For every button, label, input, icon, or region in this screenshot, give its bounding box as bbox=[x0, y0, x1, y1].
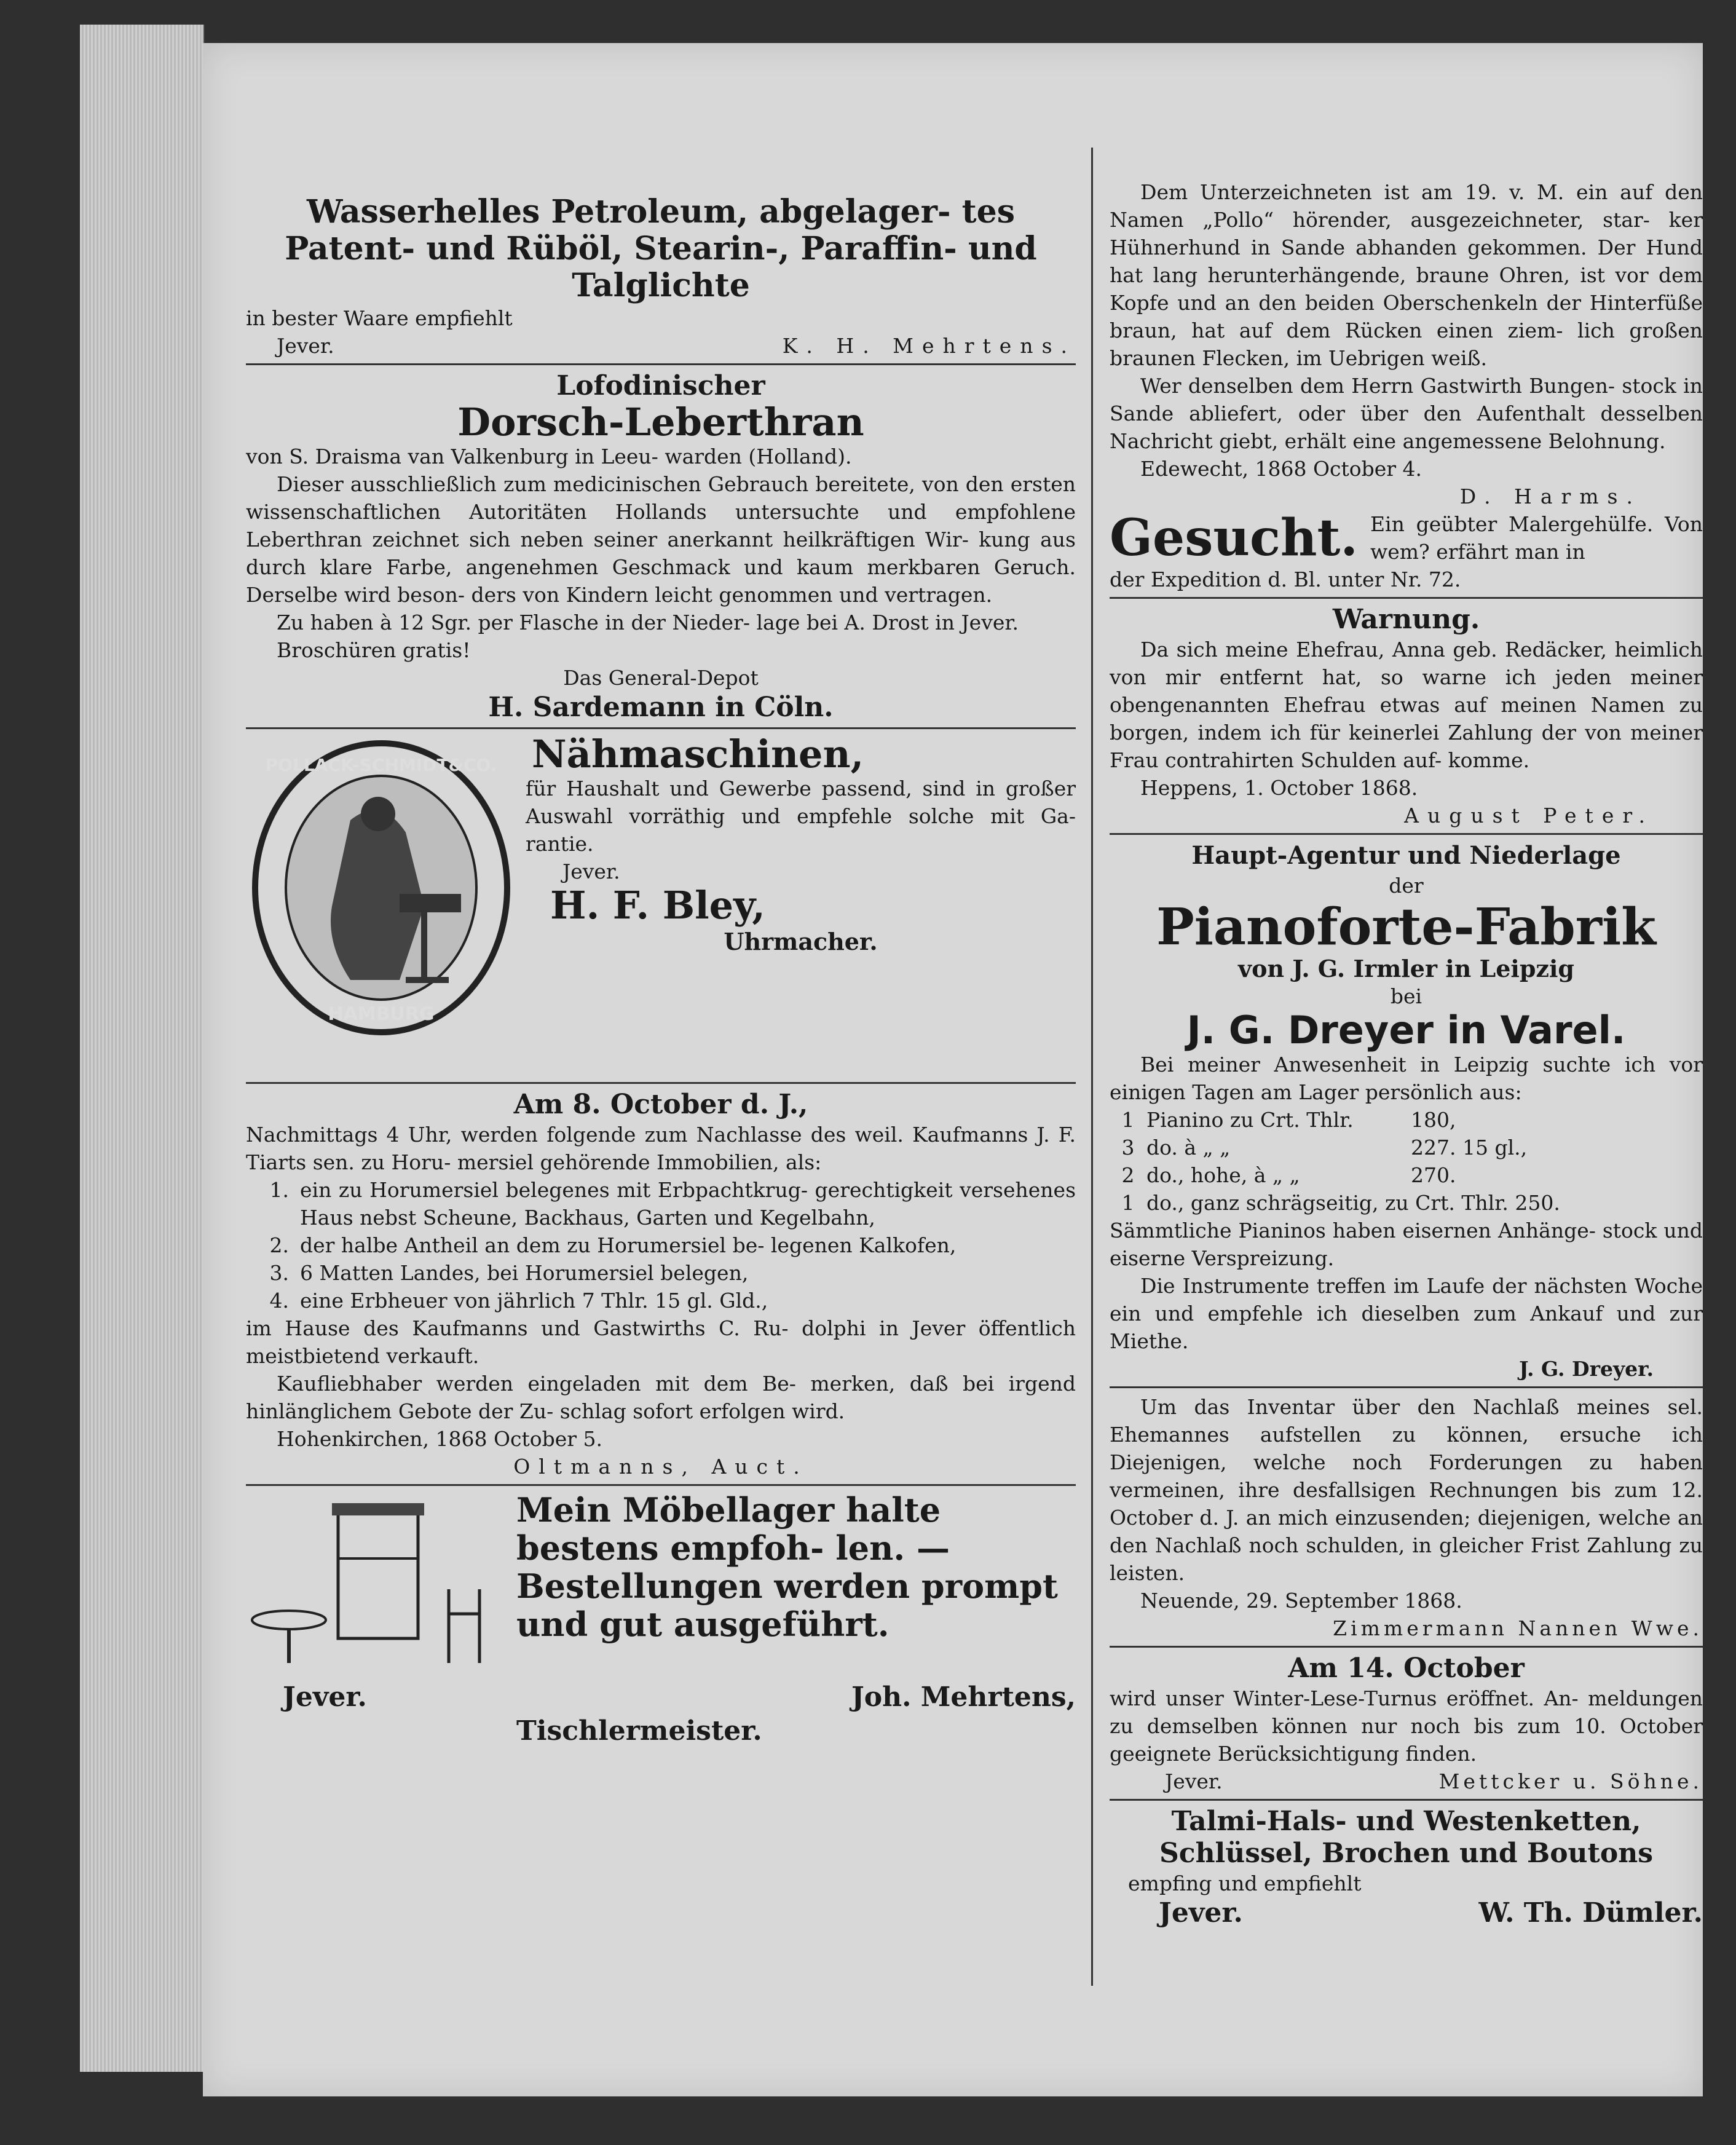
auction-item-num: 3. bbox=[269, 1261, 289, 1285]
ad-sewing-machines bbox=[246, 734, 1076, 1078]
lebertran-price: Zu haben à 12 Sgr. per Flasche in der Nieder- lage bei A. Drost in Jever. bbox=[277, 610, 1019, 634]
lebertran-from: von S. Draisma van Valkenburg in Leeu- warden (Holland). bbox=[246, 444, 852, 468]
petroleum-place: Jever. bbox=[277, 334, 334, 358]
lebertran-pre: Lofodinischer bbox=[556, 370, 765, 401]
wanted-text: Ein geübter Malergehülfe. Von wem? erfährt man in bbox=[1370, 512, 1703, 564]
lebertran-body: Dieser ausschließlich zum medicinischen Gebrauch bereitete, von den ersten wissenschaftlichen Autoritäten Hollands untersuchte und empfohlene Leberthran zeichnet sich neben seiner anerkannt heilkräftigen Wir- kung aus durch klare Farbe, angenehmen Geschmack und kaum merkbaren Geruch. Derselbe wird beson- ders von Kindern leicht genommen und vertragen. bbox=[246, 472, 1076, 607]
divider-rule bbox=[246, 1082, 1076, 1084]
chains-place: Jever. bbox=[1159, 1897, 1243, 1929]
column-divider bbox=[1091, 148, 1093, 1986]
right-column bbox=[1110, 141, 1703, 1986]
ad-reading-circle bbox=[1110, 1653, 1703, 1795]
piano-row bbox=[1110, 1189, 1703, 1217]
reading-title: Am 14. October bbox=[1288, 1653, 1525, 1684]
auction-cont: im Hause des Kaufmanns und Gastwirths C. Ru- dolphi in Jever öffentlich meistbietend verkauft. bbox=[246, 1316, 1076, 1368]
pollack-schmidt-seal bbox=[246, 734, 516, 1035]
piano-line4: bei bbox=[1390, 984, 1422, 1008]
lebertran-brochure: Broschüren gratis! bbox=[277, 638, 471, 662]
furniture-place: Jever. bbox=[283, 1681, 367, 1713]
piano-row-price: 180, bbox=[1411, 1108, 1456, 1132]
piano-signer: J. G. Dreyer. bbox=[1518, 1357, 1654, 1381]
auction-item-text: ein zu Horumersiel belegenes mit Erbpachtkrug- gerechtigkeit versehenes Haus nebst Scheune, Backhaus, Garten und Kegelbahn, bbox=[300, 1178, 1076, 1230]
dog-reward: Wer denselben dem Herrn Gastwirth Bungen- stock in Sande abliefert, oder über den Aufenthalt desselben Nachricht giebt, erhält eine angemessene Belohnung. bbox=[1110, 374, 1703, 453]
reading-place: Jever. bbox=[1165, 1769, 1223, 1793]
ad-auction bbox=[246, 1089, 1076, 1480]
piano-row-desc: do., hohe, à „ „ bbox=[1146, 1163, 1300, 1187]
inventory-body: Um das Inventar über den Nachlaß meines sel. Ehemannes aufstellen zu können, ersuche ich Diejenigen, welche noch Forderungen zu haben vermeinen, ihre desfallsigen Rechnungen bis zum 12. October d. J. an mich einzusenden; diejenigen, welche an den Nachlaß noch schulden, in gleicher Frist Zahlung zu leisten. bbox=[1110, 1395, 1703, 1585]
sewing-trade: Uhrmacher. bbox=[724, 928, 878, 955]
warning-title: Warnung. bbox=[1332, 604, 1480, 635]
dog-body: Dem Unterzeichneten ist am 19. v. M. ein auf den Namen „Pollo“ hörender, ausgezeichneter, star- ker Hühnerhund in Sande abhanden gekommen. Der Hund hat lang herunterhängende, braune Ohren, ist vor dem Kopfe und an den beiden Oberschenkeln der Hinterfüße braun, hat auf dem Rücken einen ziem- lich großen braunen Flecken, im Uebrigen weiß. bbox=[1110, 180, 1703, 370]
divider-rule bbox=[246, 727, 1076, 729]
divider-rule bbox=[246, 363, 1076, 365]
auction-item bbox=[246, 1231, 1076, 1259]
ad-piano bbox=[1110, 840, 1703, 1383]
ad-chains bbox=[1110, 1806, 1703, 1929]
ad-lebertran bbox=[246, 370, 1076, 724]
warning-date: Heppens, 1. October 1868. bbox=[1140, 776, 1418, 800]
dog-date: Edewecht, 1868 October 4. bbox=[1140, 457, 1422, 481]
sewing-name: H. F. Bley, bbox=[550, 883, 765, 928]
auction-item-text: eine Erbheuer von jährlich 7 Thlr. 15 gl. Gld., bbox=[300, 1289, 768, 1313]
piano-line3: von J. G. Irmler in Leipzig bbox=[1238, 955, 1574, 982]
warning-body: Da sich meine Ehefrau, Anna geb. Redäcker, heimlich von mir entfernt hat, so warne ich jeden meiner obengenannten Ehefrau etwas auf meinen Namen zu borgen, indem ich für keinerlei Zahlung der von meiner Frau contrahirten Schulden auf- komme. bbox=[1110, 638, 1703, 772]
petroleum-signer: K. H. Mehrtens. bbox=[782, 334, 1076, 358]
seal-bottom-text: HAMBURG bbox=[328, 1003, 435, 1025]
ad-petroleum bbox=[246, 141, 1076, 360]
book-page-edges bbox=[80, 25, 204, 2072]
piano-row-qty: 3 bbox=[1121, 1136, 1135, 1159]
left-column bbox=[246, 141, 1076, 1986]
piano-line1: Haupt-Agentur und Niederlage bbox=[1191, 841, 1621, 870]
auction-item bbox=[246, 1287, 1076, 1314]
reading-body: wird unser Winter-Lese-Turnus eröffnet. An- meldungen zu demselben können nur noch bis zum 10. October geeignete Berücksichtigung finden. bbox=[1110, 1686, 1703, 1766]
divider-rule bbox=[1110, 1646, 1703, 1648]
chains-sign-row bbox=[1110, 1897, 1703, 1929]
piano-line2: der bbox=[1389, 874, 1424, 898]
furniture-name: Joh. Mehrtens, bbox=[851, 1681, 1076, 1713]
piano-row bbox=[1110, 1106, 1703, 1134]
piano-row-qty: 2 bbox=[1121, 1163, 1135, 1187]
lebertran-depot-name: H. Sardemann in Cöln. bbox=[488, 692, 834, 723]
piano-intro: Bei meiner Anwesenheit in Leipzig suchte ich vor einigen Tagen am Lager persönlich aus: bbox=[1110, 1053, 1703, 1104]
dog-signer: D. Harms. bbox=[1459, 484, 1641, 508]
piano-dealer: J. G. Dreyer in Varel. bbox=[1186, 1008, 1626, 1053]
piano-body: Sämmtliche Pianinos haben eisernen Anhänge- stock und eiserne Verspreizung. bbox=[1110, 1219, 1703, 1270]
chains-line: empfing und empfiehlt bbox=[1128, 1871, 1362, 1895]
petroleum-heading: Wasserhelles Petroleum, abgelager- tes Patent- und Rüböl, Stearin-, Paraffin- und Talglichte bbox=[285, 193, 1037, 304]
divider-rule bbox=[1110, 597, 1703, 599]
inventory-signer: Zimmermann Nannen Wwe. bbox=[1333, 1616, 1703, 1640]
piano-row bbox=[1110, 1161, 1703, 1189]
piano-title: Pianoforte-Fabrik bbox=[1156, 898, 1656, 957]
auction-signer: Oltmanns, Auct. bbox=[513, 1455, 808, 1479]
piano-body2: Die Instrumente treffen im Laufe der nächsten Woche ein und empfehle ich dieselben zum Ankauf und zur Miethe. bbox=[1110, 1274, 1703, 1353]
furniture-text: Mein Möbellager halte bestens empfoh- len. — Bestellungen werden prompt und gut ausgeführt. bbox=[516, 1490, 1058, 1644]
petroleum-sign-row bbox=[246, 332, 1076, 360]
auction-intro: Nachmittags 4 Uhr, werden folgende zum Nachlasse des weil. Kaufmanns J. F. Tiarts sen. zu Horu- mersiel gehörende Immobilien, als: bbox=[246, 1123, 1076, 1174]
auction-heading: Am 8. October d. J., bbox=[513, 1089, 808, 1120]
lebertran-title: Dorsch-Leberthran bbox=[457, 400, 864, 444]
divider-rule bbox=[1110, 1799, 1703, 1801]
piano-row-qty: 1 bbox=[1121, 1191, 1135, 1215]
ad-inventory bbox=[1110, 1393, 1703, 1642]
furniture-sign-row bbox=[246, 1681, 1076, 1713]
piano-row-price: 227. 15 gl., bbox=[1411, 1136, 1528, 1159]
auction-item-num: 2. bbox=[269, 1233, 289, 1257]
chains-signer: W. Th. Dümler. bbox=[1478, 1897, 1703, 1929]
ad-wanted bbox=[1110, 510, 1703, 593]
sewing-place: Jever. bbox=[562, 859, 620, 883]
inventory-date: Neuende, 29. September 1868. bbox=[1140, 1589, 1462, 1613]
sewing-title: Nähmaschinen, bbox=[532, 732, 864, 776]
furniture-illustration bbox=[246, 1497, 504, 1675]
divider-rule bbox=[1110, 1386, 1703, 1388]
petroleum-line: in bester Waare empfiehlt bbox=[246, 306, 513, 330]
piano-row-desc: Pianino zu Crt. Thlr. bbox=[1146, 1108, 1354, 1132]
divider-rule bbox=[1110, 833, 1703, 835]
chains-title: Talmi-Hals- und Westenketten, Schlüssel, Brochen und Boutons bbox=[1159, 1806, 1653, 1869]
furniture-trade: Tischlermeister. bbox=[516, 1715, 762, 1747]
auction-item-text: der halbe Antheil an dem zu Horumersiel be- legenen Kalkofen, bbox=[300, 1233, 957, 1257]
auction-item-text: 6 Matten Landes, bei Horumersiel belegen, bbox=[300, 1261, 749, 1285]
piano-row bbox=[1110, 1134, 1703, 1161]
piano-row-qty: 1 bbox=[1121, 1108, 1135, 1132]
lebertran-depot: Das General-Depot bbox=[563, 666, 759, 690]
piano-row-price: 270. bbox=[1411, 1163, 1456, 1187]
sewing-body: für Haushalt und Gewerbe passend, sind in großer Auswahl vorräthig und empfehle solche mit Ga- rantie. bbox=[526, 776, 1076, 856]
ad-lost-dog bbox=[1110, 141, 1703, 510]
wanted-title: Gesucht. bbox=[1110, 508, 1358, 567]
seal-top-text: POLLACK-SCHMIDT&CO. bbox=[265, 755, 497, 775]
reading-sign-row bbox=[1110, 1768, 1703, 1795]
divider-rule bbox=[246, 1484, 1076, 1486]
wanted-text2: der Expedition d. Bl. unter Nr. 72. bbox=[1110, 567, 1461, 591]
piano-row-desc: do. à „ „ bbox=[1146, 1136, 1231, 1159]
auction-item-num: 4. bbox=[269, 1289, 289, 1313]
ad-warning bbox=[1110, 604, 1703, 829]
warning-signer: August Peter. bbox=[1404, 804, 1654, 828]
auction-date: Hohenkirchen, 1868 October 5. bbox=[277, 1427, 603, 1451]
ad-furniture bbox=[246, 1490, 1076, 1747]
auction-item-num: 1. bbox=[269, 1178, 289, 1202]
auction-item bbox=[246, 1259, 1076, 1287]
reading-signer: Mettcker u. Söhne. bbox=[1438, 1769, 1703, 1793]
auction-item bbox=[246, 1176, 1076, 1231]
auction-terms: Kaufliebhaber werden eingeladen mit dem Be- merken, daß bei irgend hinlänglichem Gebote der Zu- schlag sofort erfolgen wird. bbox=[246, 1372, 1076, 1423]
piano-row-desc: do., ganz schrägseitig, zu Crt. Thlr. 250. bbox=[1146, 1191, 1560, 1215]
